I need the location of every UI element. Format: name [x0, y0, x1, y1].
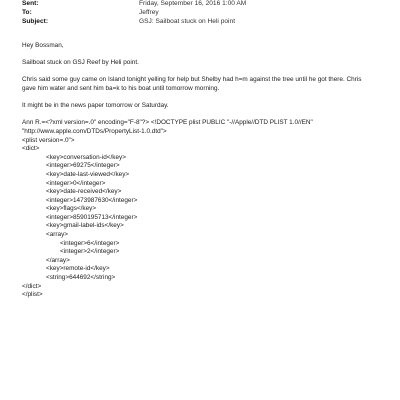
plist-line: <key>gmail-label-ids</key>	[46, 222, 124, 230]
plist-line: <integer>6</integer>	[60, 239, 120, 247]
subject-label: Subject:	[22, 18, 49, 25]
body-line-2: It might be in the news paper tomorrow or Saturday.	[22, 102, 169, 110]
subject-value: GSJ: Sailboat stuck on Heli point	[139, 18, 236, 25]
plist-line: <key>date-last-viewed</key>	[46, 170, 130, 178]
plist-line: <integer>0</integer>	[46, 179, 106, 187]
plist-line: <key>date-received</key>	[46, 188, 122, 196]
sent-label: Sent:	[22, 0, 39, 7]
email-body	[22, 42, 380, 300]
plist-line: <integer>8590195713</integer>	[46, 213, 138, 221]
plist-line: <dict>	[22, 145, 40, 153]
plist-line: <integer>2</integer>	[60, 248, 120, 256]
plist-line: <integer>69275</integer>	[46, 162, 120, 170]
signature-line-1: Ann R.=<?xml version=.0" encoding="F-8"?> <!DOCTYPE plist PUBLIC "-//Apple//DTD PLIST 1.0//EN"	[22, 119, 313, 127]
signature-line-2: "http://www.apple.com/DTDs/PropertyList-1.0.dtd">	[22, 127, 167, 135]
plist-block	[22, 137, 380, 300]
greeting: Hey Bossman,	[22, 42, 64, 49]
plist-line: <plist version=.0">	[22, 136, 75, 144]
sent-value: Friday, September 16, 2016 1:00 AM	[139, 0, 247, 7]
body-line-1: Sailboat stuck on GSJ Reef by Heli point.	[22, 59, 139, 67]
body-paragraph-1-line-1: Chris said some guy came on Island tonight yelling for help but Shelby had h=m against the tree until he got there. Chris	[22, 76, 362, 84]
plist-line: <key>remote-id</key>	[46, 265, 110, 273]
plist-line: <key>conversation-id</key>	[46, 153, 126, 161]
plist-line: </array>	[46, 256, 70, 264]
plist-line: <key>flags</key>	[46, 205, 97, 213]
plist-line: <integer>1473987630</integer>	[46, 196, 138, 204]
plist-line: </plist>	[22, 291, 43, 299]
plist-line: </dict>	[22, 282, 42, 290]
to-value: Jeffrey	[139, 9, 159, 16]
plist-line: <string>644692</string>	[46, 274, 116, 282]
plist-line: <array>	[46, 231, 69, 239]
to-label: To:	[22, 9, 32, 16]
body-paragraph-1-line-2: gave him water and sent him ba=k to his boat until tomorrow morning.	[22, 84, 220, 92]
